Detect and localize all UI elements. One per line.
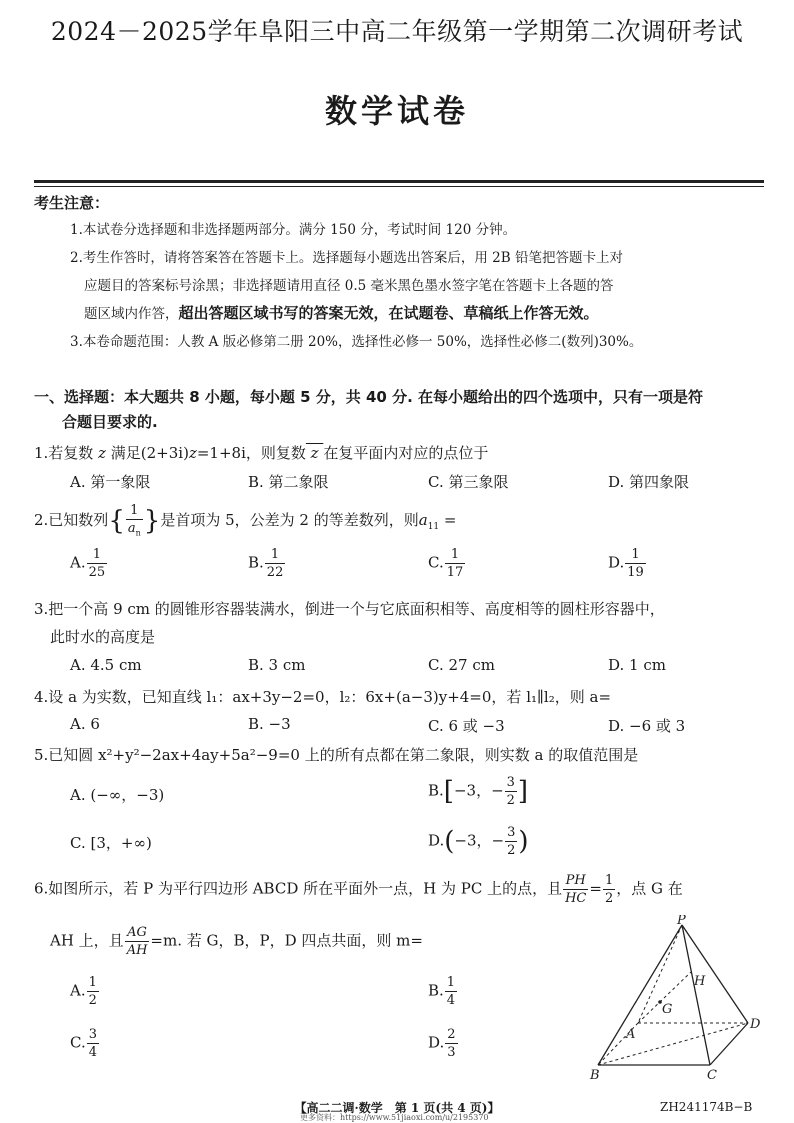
divider-thin xyxy=(34,186,764,187)
q6-text-e: =m. 若 G，B，P，D 四点共面，则 m= xyxy=(150,931,423,950)
q2-opt-a-den: 25 xyxy=(88,565,106,580)
q6-frac2-num: 1 xyxy=(604,873,614,888)
q2-opt-c-den: 17 xyxy=(446,565,464,580)
q1-option-d: D. 第四象限 xyxy=(608,473,690,491)
label-a: A xyxy=(626,1027,636,1042)
q6-opt-a-label: A. xyxy=(70,981,86,1000)
q3-option-d: D. 1 cm xyxy=(608,656,666,674)
q2-opt-a-label: A. xyxy=(70,553,86,572)
q6-frac2-den: 2 xyxy=(604,891,614,906)
q6-opt-d-label: D. xyxy=(428,1033,445,1052)
q6-opt-c-num: 3 xyxy=(88,1027,97,1042)
label-h: H xyxy=(694,974,706,989)
bracket-left: [ xyxy=(443,776,454,807)
q4-option-d: D. −6 或 3 xyxy=(608,717,686,735)
q3-option-a: A. 4.5 cm xyxy=(70,656,142,674)
q6-option-a xyxy=(70,976,100,1007)
q1-part-b: 满足(2+3i) xyxy=(110,444,189,462)
q5-opt-d-label: D. xyxy=(428,831,445,850)
q1-part-d: 在复平面内对应的点位于 xyxy=(323,444,489,462)
q5-opt-b-den: 2 xyxy=(506,793,515,808)
q2-a-var: a xyxy=(418,510,428,529)
q2-frac-den: a xyxy=(127,521,136,536)
q5-opt-d-num: 3 xyxy=(507,825,516,840)
bracket-right: ] xyxy=(517,776,529,807)
q1-option-b: B. 第二象限 xyxy=(248,473,329,491)
brace-right: } xyxy=(143,505,161,536)
q2-part-a: 2.已知数列 xyxy=(34,510,109,529)
q2-option-b xyxy=(248,548,286,579)
edge-cd xyxy=(710,1023,748,1065)
q2-opt-b-num: 1 xyxy=(265,548,286,564)
q5-opt-d-text: −3，− xyxy=(454,831,505,850)
question-3-line-2: 此时水的高度是 xyxy=(50,628,156,646)
q6-opt-d-den: 3 xyxy=(447,1045,456,1060)
paren-left: ( xyxy=(444,826,455,857)
q6-opt-c-label: C. xyxy=(70,1033,86,1052)
source-url: 更多资料：https://www.51jiaoxi.com/u/2195370 xyxy=(300,1113,489,1122)
q5-opt-b-num: 3 xyxy=(506,775,515,790)
section-1-heading: 一、选择题：本大题共 8 小题，每小题 5 分，共 40 分. 在每小题给出的四个选项中，只有一项是符 xyxy=(34,388,704,406)
q2-part-b: 是首项为 5，公差为 2 的等差数列，则 xyxy=(160,510,419,529)
q6-text-c: ，点 G 在 xyxy=(616,879,683,898)
q1-option-a: A. 第一象限 xyxy=(70,473,151,491)
q6-frac3-den: AH xyxy=(126,943,148,958)
q2-opt-c-num: 1 xyxy=(445,548,466,564)
section-1-heading-cont: 合题目要求的. xyxy=(62,413,158,431)
q2-opt-a-num: 1 xyxy=(87,548,108,564)
q2-frac-num: 1 xyxy=(126,504,143,520)
notice-item-3: 3.本卷命题范围：人教 A 版必修第二册 20%，选择性必修一 50%，选择性必修二(数列)30%。 xyxy=(70,334,643,350)
question-5: 5.已知圆 x²+y²−2ax+4ay+5a²−9=0 上的所有点都在第二象限，则实数 a 的取值范围是 xyxy=(34,746,639,764)
q2-part-d: = xyxy=(439,510,457,529)
q2-frac-den-sub: n xyxy=(135,528,141,538)
question-4: 4.设 a 为实数，已知直线 l₁：ax+3y−2=0，l₂：6x+(a−3)y+4=0，若 l₁∥l₂，则 a= xyxy=(34,688,612,706)
page-footer: 【高二二调·数学 第 1 页(共 4 页)】 xyxy=(294,1101,500,1115)
q2-opt-d-num: 1 xyxy=(625,548,646,564)
pyramid-figure xyxy=(580,915,780,1085)
q6-frac1-num: PH xyxy=(563,874,588,890)
q6-text-d: AH 上，且 xyxy=(50,931,124,950)
q2-opt-d-label: D. xyxy=(608,553,625,572)
q1-part-c: =1+8i，则复数 xyxy=(196,444,306,462)
q5-opt-b-label: B. xyxy=(428,781,444,800)
q6-opt-a-num: 1 xyxy=(88,975,97,990)
question-2 xyxy=(34,504,456,538)
q6-frac1-den: HC xyxy=(565,891,587,906)
q6-opt-b-den: 4 xyxy=(446,993,456,1008)
notice-item-2-plain: 题区域内作答， xyxy=(84,306,179,322)
edge-pb xyxy=(598,925,682,1065)
notice-item-2-line-1: 2.考生作答时，请将答案答在答题卡上。选择题每小题选出答案后，用 2B 铅笔把答题卡上对 xyxy=(70,250,623,266)
notice-item-2-line-3 xyxy=(84,302,599,323)
label-b: B xyxy=(590,1068,600,1083)
label-c: C xyxy=(707,1068,717,1083)
notice-item-2-bold: 超出答题区域书写的答案无效，在试题卷、草稿纸上作答无效。 xyxy=(178,304,599,322)
q6-opt-b-label: B. xyxy=(428,981,444,1000)
q6-opt-b-num: 1 xyxy=(446,975,456,990)
q1-part-a: 1.若复数 xyxy=(34,444,94,462)
q5-opt-d-den: 2 xyxy=(507,843,516,858)
q2-fraction xyxy=(126,504,143,538)
q6-opt-d-num: 2 xyxy=(447,1027,456,1042)
question-3-line-1: 3.把一个高 9 cm 的圆锥形容器装满水，倒进一个与它底面积相等、高度相等的圆柱形容器中， xyxy=(34,600,665,618)
q1-option-c: C. 第三象限 xyxy=(428,473,509,491)
q2-opt-b-label: B. xyxy=(248,553,264,572)
divider-thick xyxy=(34,180,764,183)
question-6-line-1 xyxy=(34,874,683,905)
q6-option-c xyxy=(70,1028,100,1059)
notice-item-1: 1.本试卷分选择题和非选择题两部分。满分 150 分，考试时间 120 分钟。 xyxy=(70,222,517,238)
paper-code: ZH241174B−B xyxy=(660,1100,753,1114)
q3-option-c: C. 27 cm xyxy=(428,656,495,674)
q4-option-c: C. 6 或 −3 xyxy=(428,717,505,735)
q2-option-a xyxy=(70,548,108,579)
exam-title: 2024－2025学年阜阳三中高二年级第一学期第二次调研考试 xyxy=(50,17,744,46)
q5-opt-b-text: −3，− xyxy=(453,781,504,800)
q6-option-b xyxy=(428,976,458,1007)
label-d: D xyxy=(750,1017,761,1032)
diagonal-bd xyxy=(598,1023,748,1065)
q2-opt-c-label: C. xyxy=(428,553,444,572)
subject-title: 数学试卷 xyxy=(324,92,469,130)
label-p: P xyxy=(677,915,686,928)
notice-heading: 考生注意： xyxy=(34,194,110,212)
q6-text-a: 6.如图所示，若 P 为平行四边形 ABCD 所在平面外一点，H 为 PC 上的点，且 xyxy=(34,879,563,898)
q5-option-b xyxy=(428,776,528,807)
q4-option-a: A. 6 xyxy=(70,715,100,733)
q2-a-sub: 11 xyxy=(427,521,440,532)
q3-option-b: B. 3 cm xyxy=(248,656,306,674)
paren-right: ) xyxy=(518,826,529,857)
q2-option-d xyxy=(608,548,647,579)
edge-pa xyxy=(638,925,682,1023)
q2-opt-b-den: 22 xyxy=(266,565,284,580)
q6-option-d xyxy=(428,1028,459,1059)
brace-left: { xyxy=(108,505,125,536)
question-6-line-2 xyxy=(50,926,423,957)
point-g xyxy=(658,1000,662,1004)
q6-opt-c-den: 4 xyxy=(88,1045,97,1060)
q2-opt-d-den: 19 xyxy=(627,565,644,580)
q6-text-b: = xyxy=(589,879,602,898)
q6-frac3-num: AG xyxy=(125,926,150,942)
q2-option-c xyxy=(428,548,466,579)
q4-option-b: B. −3 xyxy=(248,715,291,733)
q5-option-a: A. (−∞，−3) xyxy=(70,786,165,804)
question-1: 1.若复数 z 满足(2+3i)z=1+8i，则复数 z 在复平面内对应的点位于 xyxy=(34,444,489,462)
q5-option-d xyxy=(428,826,529,857)
q5-option-c: C. [3，+∞) xyxy=(70,834,152,852)
notice-item-2-line-2: 应题目的答案标号涂黑；非选择题请用直径 0.5 毫米黑色墨水签字笔在答题卡上各题的答 xyxy=(84,278,614,294)
label-g: G xyxy=(662,1002,673,1017)
q6-opt-a-den: 2 xyxy=(88,993,97,1008)
